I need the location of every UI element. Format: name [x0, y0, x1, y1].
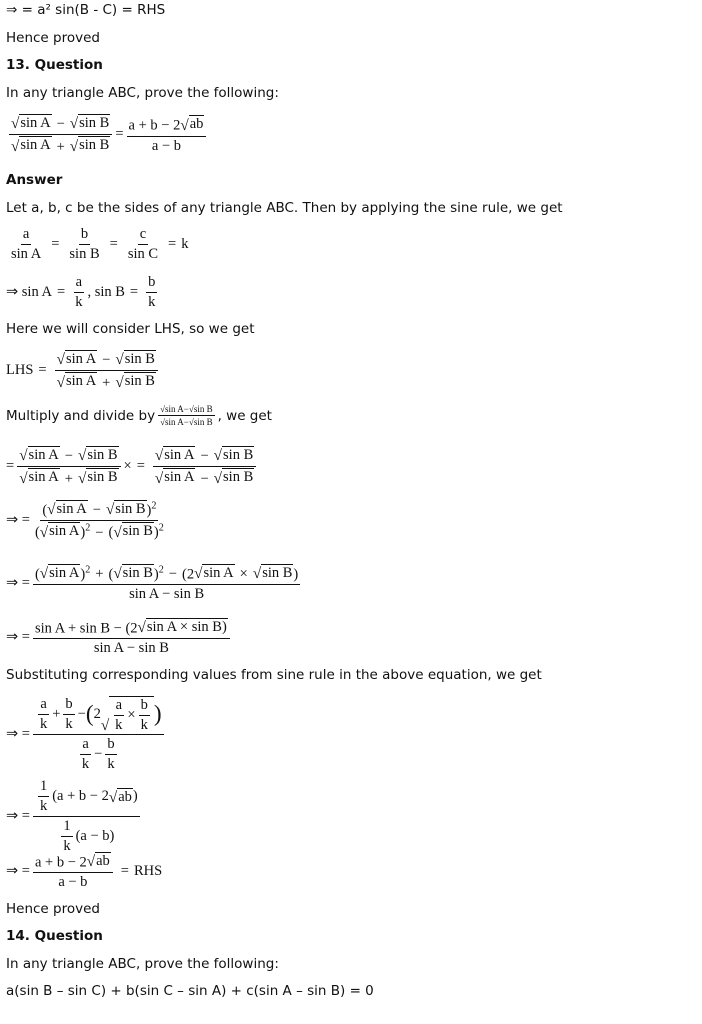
substitution-intro: Substituting corresponding values from sine rule in the above equation, we get: [6, 667, 542, 683]
lhs-intro: Here we will consider LHS, so we get: [6, 321, 255, 337]
factored-equation: ⇒ = $\frac{1}{k}$ ( a + b − 2 √ ab ) $\frac{1}{k}$ ( a − b ): [6, 778, 138, 854]
multiply-line: Multiply and divide by $\frac{\text{√sin A−√sin B}}{\text{√sin A−√sin B}}$ , we get: [6, 404, 272, 427]
sine-rule-equation: $\frac{a}{\text{sin A}}$ = $\frac{b}{\text{sin B}}$ = $\frac{c}{\text{sin C}}$ = k: [11, 226, 189, 262]
prev-result-line: ⇒ = a² sin(B - C) = RHS: [6, 2, 166, 18]
simplified-equation: ⇒ = sin A + sin B − (2 √ sin A × sin B) sin A − sin B: [6, 618, 233, 657]
statement-lhs-fraction: √ sin A − √ sin B √ sin A + √ sin B: [9, 114, 112, 156]
prev-hence-proved: Hence proved: [6, 30, 100, 46]
substituted-equation: ⇒ = $\frac{a}{k}$ + $\frac{b}{k}$ − ( 2 √ $\frac{a}{k}$ × $\frac{b}{k}$ ) $\frac{a}{k}$ − $\frac{b}{k}$: [6, 696, 162, 773]
q13-intro: Let a, b, c be the sides of any triangle ABC. Then by applying the sine rule, we get: [6, 200, 563, 216]
expanded-equation: ⇒ = ( √ sin A )$^2$ + ( √ sin B )$^2$ − (2 √ sin A × √ sin B ) sin A − sin B: [6, 564, 299, 603]
q14-statement: a(sin B – sin C) + b(sin C – sin A) + c(sin A – sin B) = 0: [6, 983, 374, 999]
q13-prompt: In any triangle ABC, prove the following:: [6, 85, 279, 101]
q14-prompt: In any triangle ABC, prove the following:: [6, 956, 279, 972]
final-equation: ⇒ = a + b − 2 √ ab a − b = RHS: [6, 853, 163, 891]
squares-equation: ⇒ = ( √ sin A − √ sin B )$^2$ ( √ sin A )$^2$ − ( √ sin B )$^2$: [6, 500, 164, 541]
statement-rhs-fraction: a + b − 2 √ ab a − b: [127, 115, 207, 154]
q14-heading: 14. Question: [6, 928, 103, 944]
q13-answer-label: Answer: [6, 172, 63, 188]
lhs-equation: LHS = √ sin A − √ sin B √ sin A + √ sin B: [6, 350, 161, 392]
sine-values-equation: ⇒ sin A = $\frac{a}{k}$ , sin B = $\frac{b}{k}$: [6, 274, 156, 310]
q13-statement-equation: √ sin A − √ sin B √ sin A + √ sin B = a + b − 2 √ ab a − b: [6, 114, 209, 156]
q13-heading: 13. Question: [6, 57, 103, 73]
q13-hence-proved: Hence proved: [6, 901, 100, 917]
multiply-equation: = √ sin A − √ sin B √ sin A + √ sin B × = √ sin A − √ sin B √ sin A − √ sin B: [6, 446, 259, 488]
